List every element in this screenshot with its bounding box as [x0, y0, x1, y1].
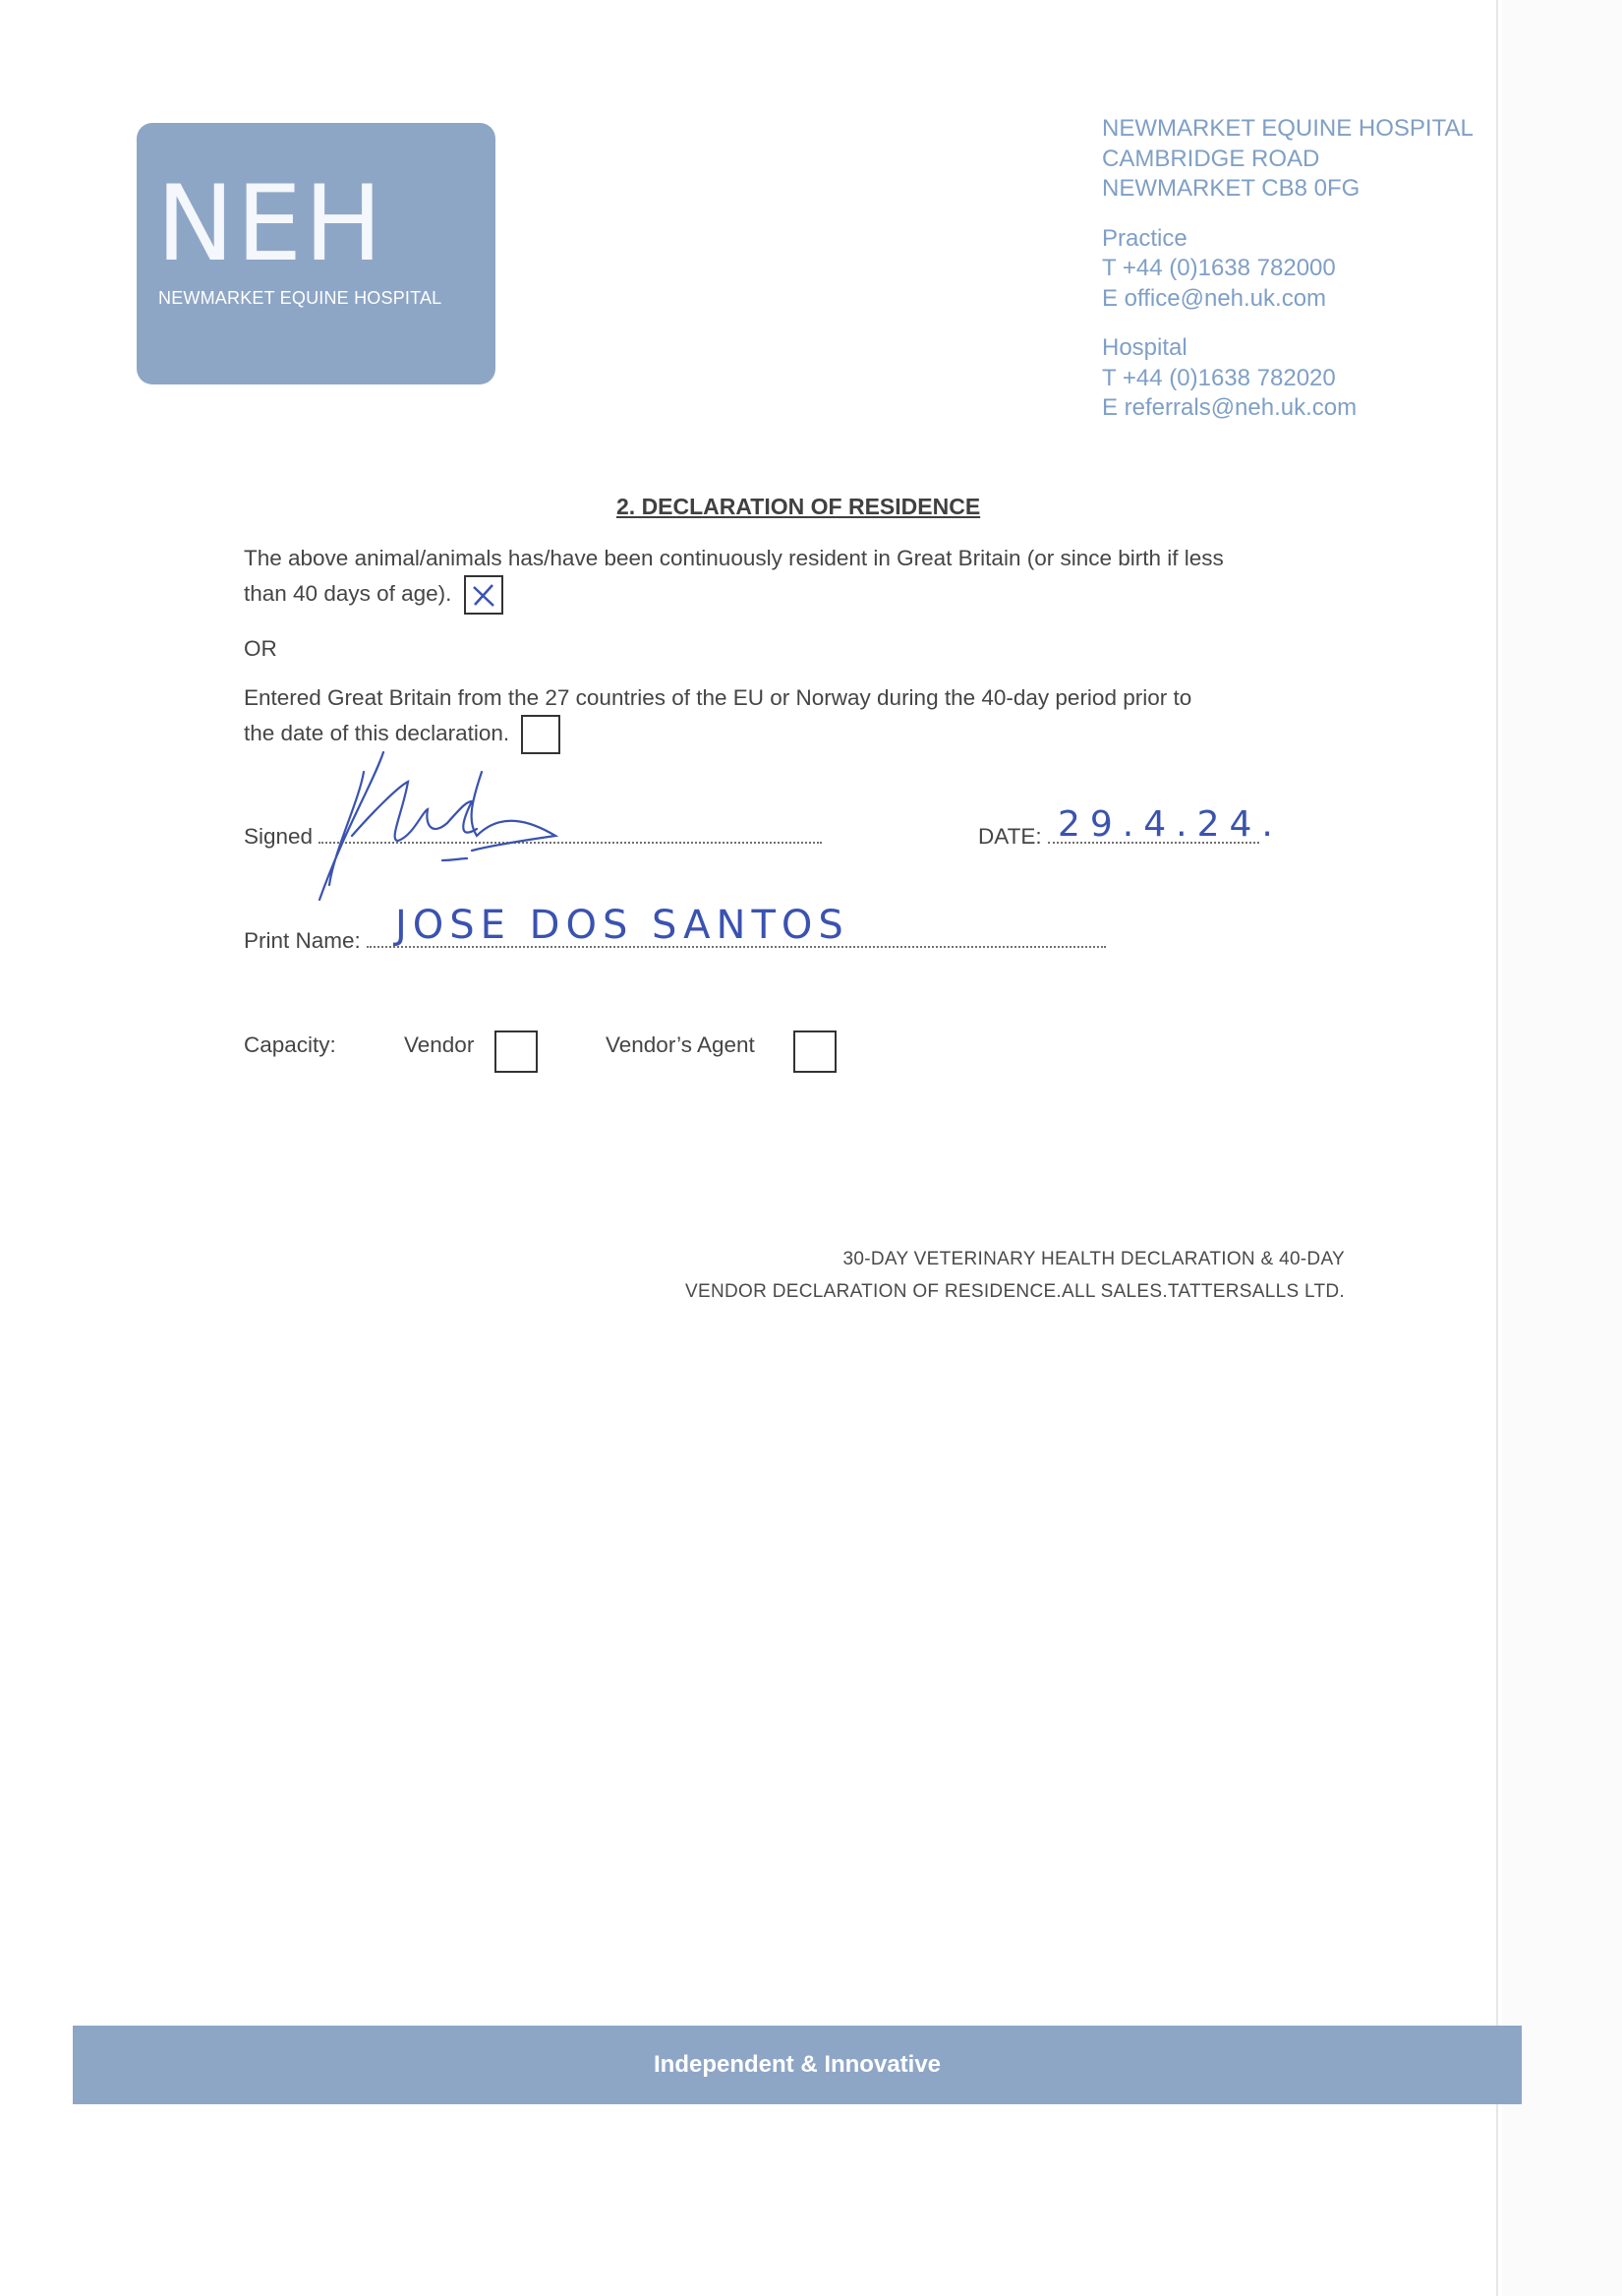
- checkmark-x-icon: [466, 577, 501, 613]
- hospital-email: E referrals@neh.uk.com: [1102, 394, 1358, 421]
- footer-tagline: Independent & Innovative: [653, 2051, 942, 2078]
- capacity-agent-label: Vendor’s Agent: [606, 1032, 755, 1057]
- page-edge-line: [1496, 0, 1498, 2296]
- practice-email: E office@neh.uk.com: [1102, 284, 1327, 312]
- address-block: [1102, 114, 1485, 443]
- neh-logo: [137, 123, 495, 384]
- date-label: DATE:: [978, 824, 1042, 849]
- address-line-1: NEWMARKET EQUINE HOSPITAL: [1102, 115, 1474, 142]
- capacity-agent-checkbox[interactable]: [793, 1030, 837, 1073]
- practice-label: Practice: [1102, 224, 1188, 252]
- option-2-line-2: the date of this declaration.: [244, 720, 510, 745]
- hospital-label: Hospital: [1102, 334, 1188, 361]
- option-1-line-2: than 40 days of age).: [244, 580, 452, 606]
- print-name-value: JOSE DOS SANTOS: [395, 903, 849, 948]
- page-margin: [1502, 0, 1622, 2296]
- signed-label: Signed: [244, 824, 314, 849]
- option-1-checkbox[interactable]: [464, 575, 503, 615]
- practice-phone: T +44 (0)1638 782000: [1102, 255, 1336, 281]
- option-2-line-1: Entered Great Britain from the 27 countries of the EU or Norway during the 40-day period prior to: [244, 685, 1192, 710]
- option-1-line-1: The above animal/animals has/have been continuously resident in Great Britain (or since birth if less: [244, 546, 1224, 570]
- footer-banner: [73, 2026, 1522, 2104]
- or-label: OR: [244, 636, 277, 661]
- option-1-paragraph: [244, 541, 1355, 615]
- capacity-vendor-checkbox[interactable]: [494, 1030, 538, 1073]
- logo-subtitle: NEWMARKET EQUINE HOSPITAL: [158, 288, 442, 308]
- document-reference-line-2: VENDOR DECLARATION OF RESIDENCE.ALL SALES.TATTERSALLS LTD.: [685, 1281, 1345, 1302]
- logo-mark: NEH: [156, 163, 384, 284]
- print-name-label: Print Name:: [244, 928, 361, 953]
- document-reference: [685, 1243, 1345, 1308]
- date-value: 29.4.24.: [1058, 804, 1283, 845]
- address-line-3: NEWMARKET CB8 0FG: [1102, 175, 1361, 202]
- capacity-label: Capacity:: [244, 1032, 336, 1057]
- hospital-phone: T +44 (0)1638 782020: [1102, 364, 1336, 391]
- form-title: 2. DECLARATION OF RESIDENCE: [616, 494, 981, 519]
- address-line-2: CAMBRIDGE ROAD: [1102, 145, 1320, 172]
- document-reference-line-1: 30-DAY VETERINARY HEALTH DECLARATION & 40-DAY: [842, 1249, 1345, 1269]
- capacity-vendor-label: Vendor: [404, 1032, 475, 1057]
- handwritten-signature: [305, 742, 580, 910]
